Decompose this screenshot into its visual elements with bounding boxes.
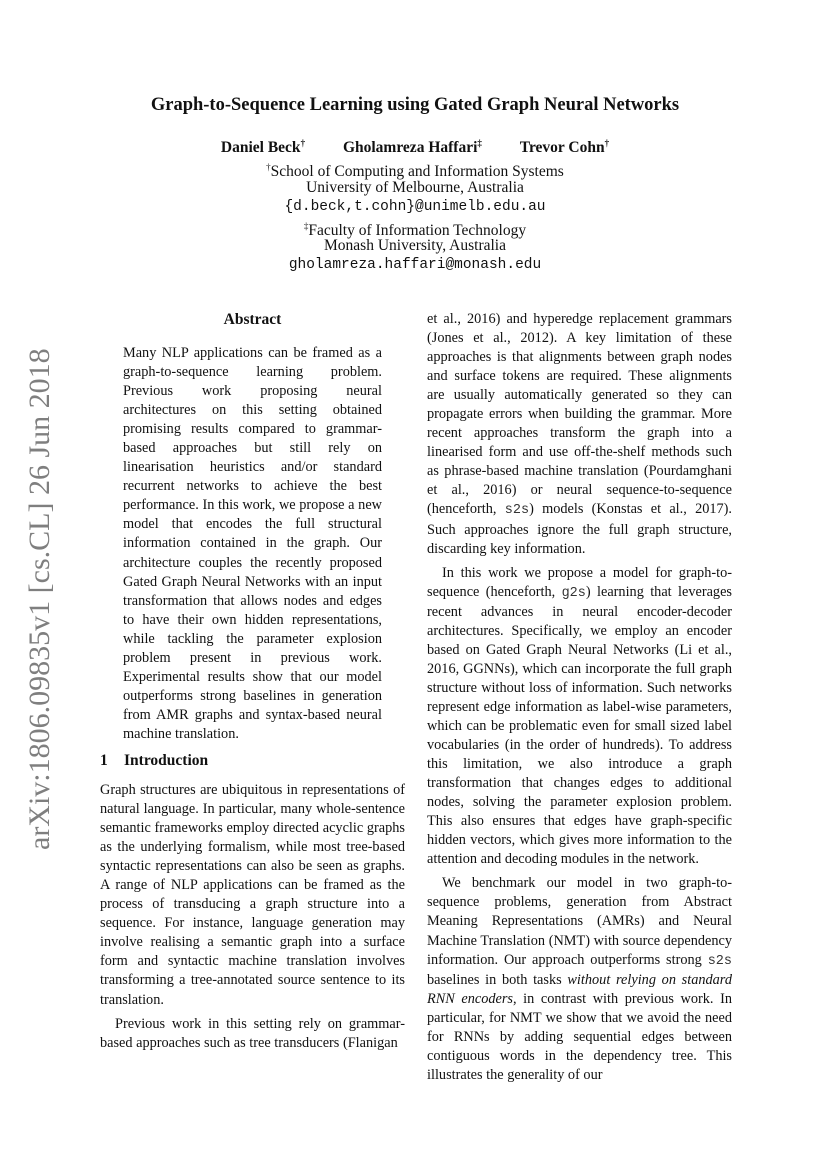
affiliation-2-email: gholamreza.haffari@monash.edu <box>288 257 542 273</box>
left-column-body <box>100 781 405 1053</box>
section-heading: 1 Introduction <box>100 752 209 769</box>
abstract-heading: Abstract <box>223 311 282 328</box>
affiliation-2-univ: Monash University, Australia <box>324 237 506 254</box>
author-1: Daniel Beck† <box>220 138 306 157</box>
author-list <box>100 138 730 157</box>
intro-paragraph-1: Graph structures are ubiquitous in representations of natural language. In particular, many whole-sentence semantic frameworks employ directed acyclic graphs as the underlying formalism, while most tree-based syntactic representations can also be seen as graphs. A range of NLP applications can be framed as the process of transducing a graph structure into a sequence. For instance, language generation may involve realising a semantic graph into a surface form and syntactic machine translation involves transforming a tree-annotated source sentence to its translation. <box>100 782 405 1008</box>
abstract-text: Many NLP applications can be framed as a graph-to-sequence learning problem. Previous work proposing neural architectures on this setting obtained promising results compared to grammar-based approaches but still rely on linearisation heuristics and/or standard recurrent networks to achieve the best performance. In this work, we propose a new model that encodes the full structural information contained in the graph. Our architecture couples the recently proposed Gated Graph Neural Networks with an input transformation that allows nodes and edges to have their own hidden representations, while tackling the parameter explosion problem present in previous work. Experimental results show that our model outperforms strong baselines in generation from AMR graphs and syntax-based neural machine translation. <box>123 345 382 742</box>
arxiv-side-identifier: arXiv:1806.09835v1 [cs.CL] 26 Jun 2018 <box>23 348 56 850</box>
paper-title: Graph-to-Sequence Learning using Gated Graph Neural Networks <box>150 95 680 115</box>
author-2: Gholamreza Haffari‡ <box>342 138 482 157</box>
affiliation-1-email: {d.beck,t.cohn}@unimelb.edu.au <box>284 199 546 215</box>
intro-paragraph-4: We benchmark our model in two graph-to-sequence problems, generation from Abstract Meaning Representations (AMRs) and Neural Machine Translation (NMT) with source dependency information. Our approach outperforms strong s2s baselines in both tasks without relying on standard RNN encoders, in contrast with previous work. In particular, for NMT we show that we avoid the need for RNNs by adding sequential edges between contiguous words in the dependency tree. This illustrates the generality of our <box>427 875 732 1083</box>
affiliation-2-dept: ‡Faculty of Information Technology <box>303 221 527 240</box>
author-3: Trevor Cohn† <box>519 138 610 157</box>
affiliation-1-univ: University of Melbourne, Australia <box>306 179 524 196</box>
intro-paragraph-2-continued: et al., 2016) and hyperedge replacement grammars (Jones et al., 2012). A key limitation of these approaches is that alignments between graph nodes and surface tokens are required. These alignments are usually automatically generated so they can propagate errors when building the grammar. More recent approaches transform the graph into a linearised form and use off-the-shelf methods such as phrase-based machine translation (Pourdamghani et al., 2016) or neural sequence-to-sequence (henceforth, s2s) models (Konstas et al., 2017). Such approaches ignore the full graph structure, discarding key information. <box>427 311 732 557</box>
right-column-body <box>427 311 732 1085</box>
intro-paragraph-2: Previous work in this setting rely on grammar-based approaches such as tree transducers (Flanigan <box>100 1015 405 1051</box>
intro-paragraph-3: In this work we propose a model for graph-to-sequence (henceforth, g2s) learning that leverages recent advances in neural encoder-decoder architectures. Specifically, we employ an encoder based on Gated Graph Neural Networks (Li et al., 2016, GGNNs), which can incorporate the full graph structure without loss of information. Such networks represent edge information as label-wise parameters, which can be problematic even for small sized label vocabularies (in the order of hundreds). To address this limitation, we also introduce a graph transformation that changes edges to additional nodes, solving the parameter explosion problem. This also ensures that edges have graph-specific hidden vectors, which gives more information to the attention and decoding modules in the network. <box>427 564 732 868</box>
affiliation-1-dept: †School of Computing and Information Systems <box>266 162 564 181</box>
